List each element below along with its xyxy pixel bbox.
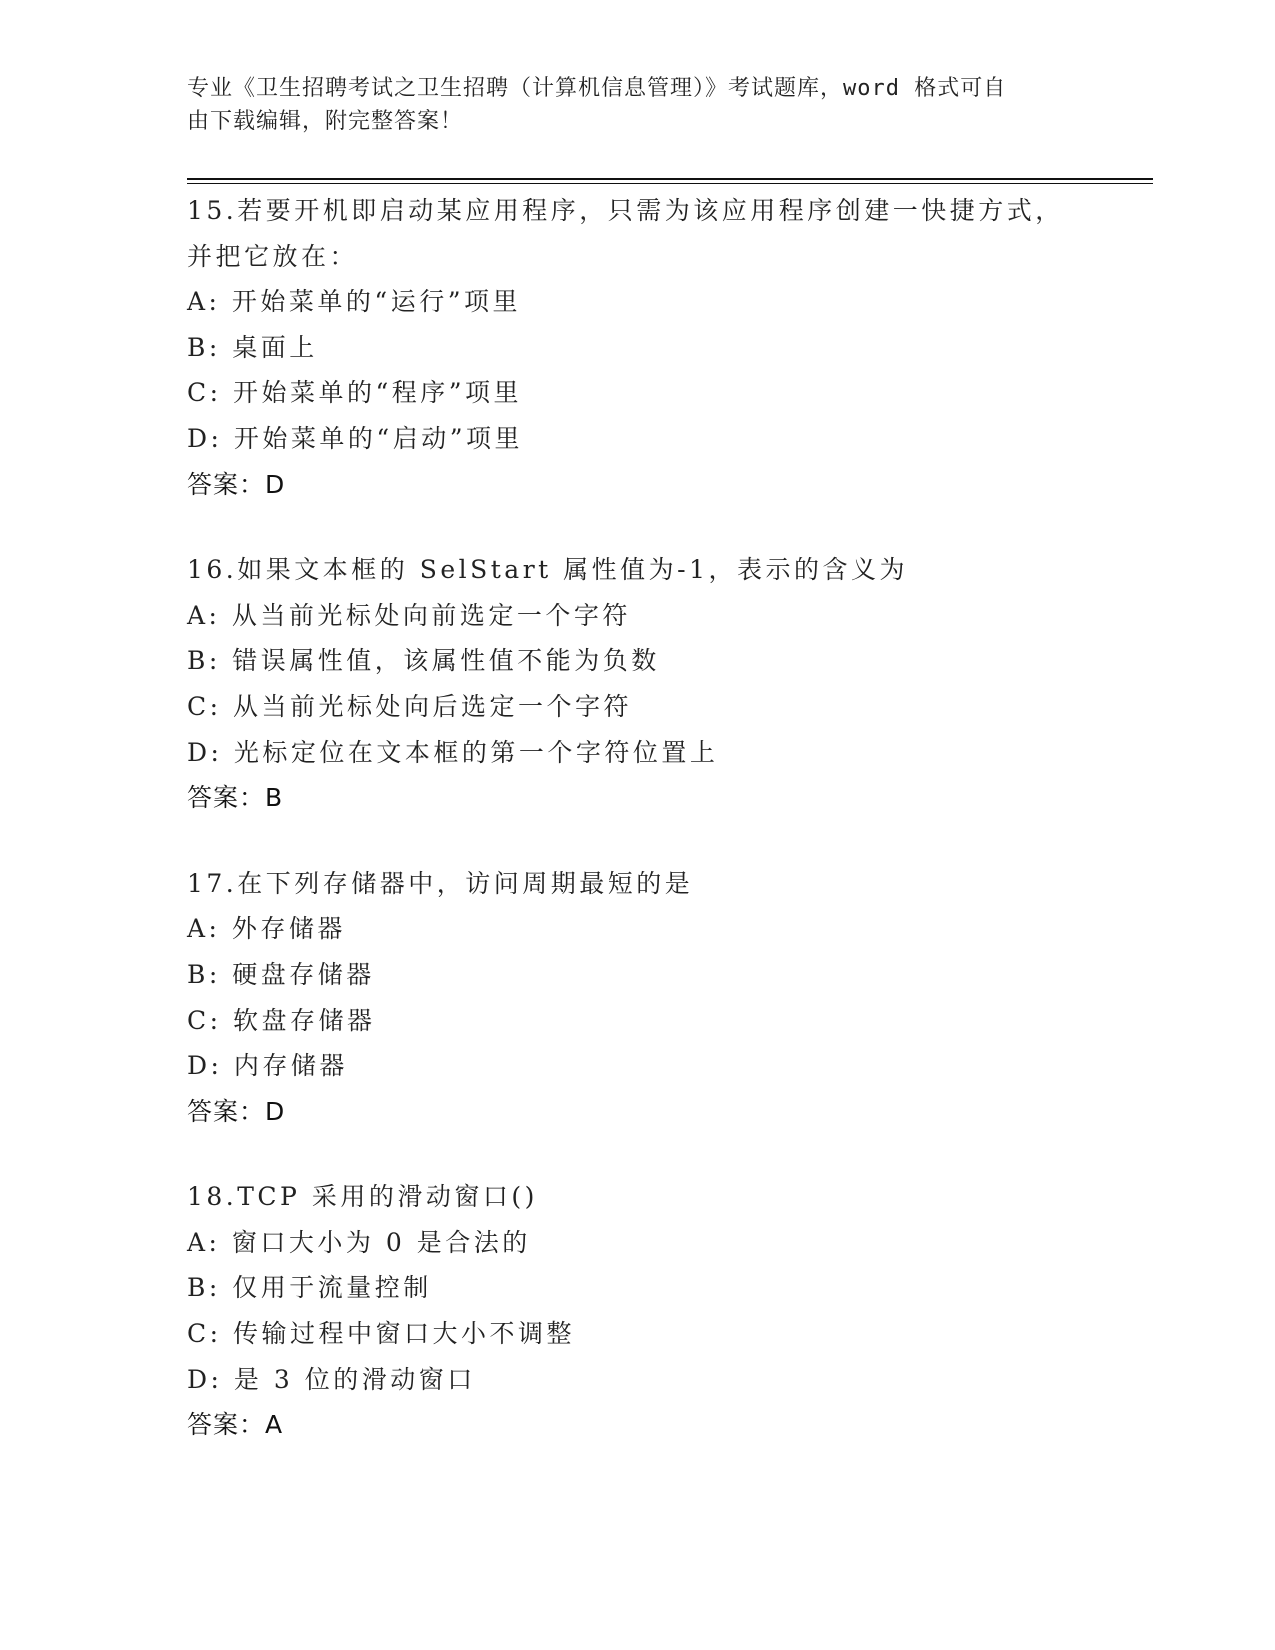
option-c: C: 开始菜单的“程序”项里 bbox=[187, 378, 523, 408]
question-stem: 15.若要开机即启动某应用程序，只需为该应用程序创建一快捷方式， bbox=[187, 196, 1064, 225]
option-a: A: 窗口大小为 0 是合法的 bbox=[187, 1227, 531, 1257]
header-divider-thin bbox=[187, 183, 1153, 184]
answer-line: 答案：D bbox=[187, 469, 286, 499]
question-18 bbox=[187, 1174, 1087, 1448]
question-15 bbox=[187, 188, 1087, 507]
option-c: C: 传输过程中窗口大小不调整 bbox=[187, 1319, 575, 1349]
option-b: B: 桌面上 bbox=[187, 332, 318, 362]
question-17 bbox=[187, 861, 1087, 1135]
option-d: D: 内存储器 bbox=[187, 1051, 348, 1081]
header-line-2: 由下载编辑，附完整答案！ bbox=[187, 109, 464, 134]
document-header bbox=[187, 72, 1067, 138]
option-d: D: 是 3 位的滑动窗口 bbox=[187, 1364, 476, 1394]
header-divider-thick bbox=[187, 178, 1153, 180]
option-c: C: 从当前光标处向后选定一个字符 bbox=[187, 691, 632, 721]
option-d: D: 光标定位在文本框的第一个字符位置上 bbox=[187, 737, 719, 767]
option-d: D: 开始菜单的“启动”项里 bbox=[187, 423, 523, 453]
answer-line: 答案：B bbox=[187, 783, 284, 813]
question-stem: 16.如果文本框的 SelStart 属性值为-1，表示的含义为 bbox=[187, 555, 908, 585]
question-16 bbox=[187, 547, 1087, 821]
question-stem: 17.在下列存储器中，访问周期最短的是 bbox=[187, 868, 694, 898]
option-b: B: 硬盘存储器 bbox=[187, 959, 375, 989]
question-list bbox=[187, 188, 1087, 1488]
question-stem: 18.TCP 采用的滑动窗口() bbox=[187, 1182, 538, 1212]
option-a: A: 开始菜单的“运行”项里 bbox=[187, 287, 521, 317]
option-c: C: 软盘存储器 bbox=[187, 1005, 376, 1035]
option-a: A: 从当前光标处向前选定一个字符 bbox=[187, 600, 631, 630]
option-b: B: 仅用于流量控制 bbox=[187, 1273, 432, 1303]
option-a: A: 外存储器 bbox=[187, 914, 346, 944]
header-line-1: 专业《卫生招聘考试之卫生招聘（计算机信息管理）》考试题库，word 格式可自 bbox=[187, 76, 1007, 101]
answer-line: 答案：A bbox=[187, 1410, 284, 1440]
question-stem-continued: 并把它放在： bbox=[187, 241, 359, 271]
answer-line: 答案：D bbox=[187, 1096, 286, 1126]
option-b: B: 错误属性值，该属性值不能为负数 bbox=[187, 646, 660, 676]
